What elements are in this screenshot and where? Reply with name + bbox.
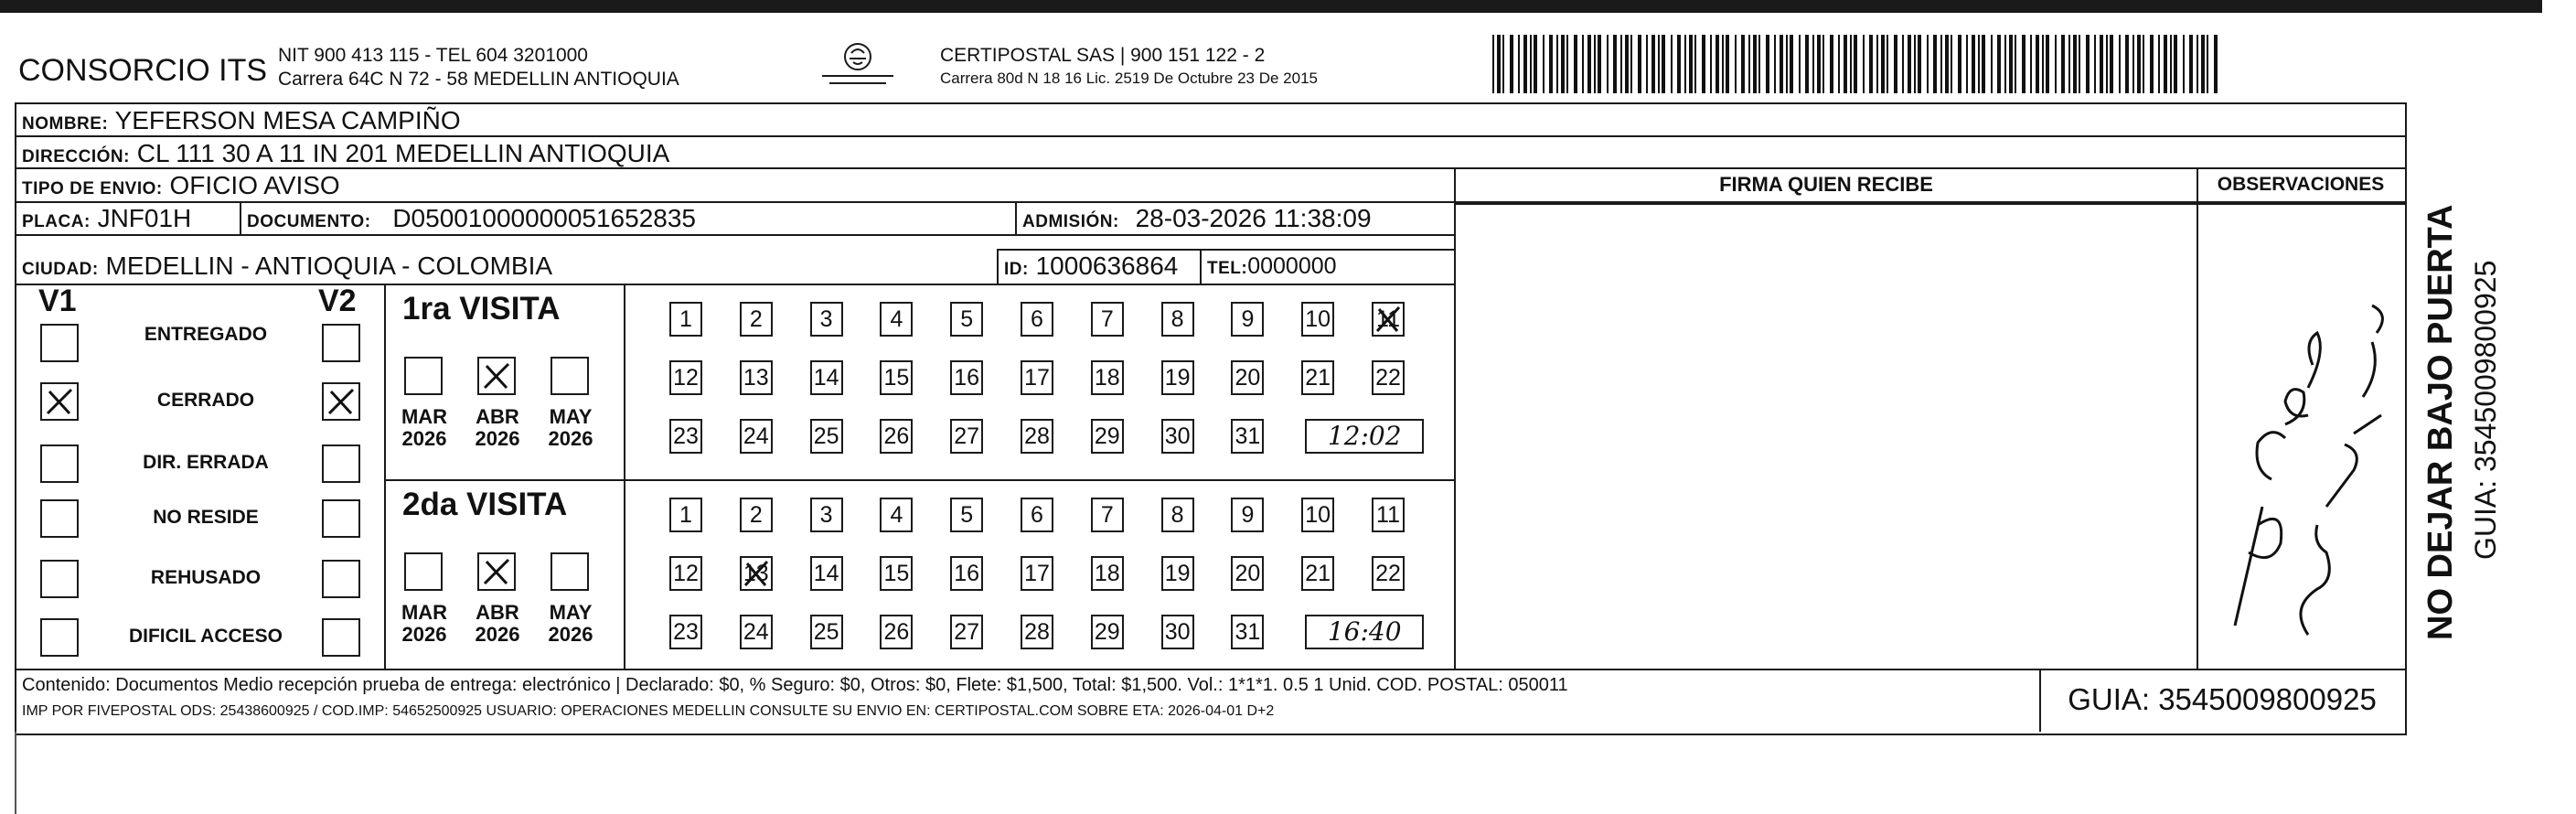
barcode-bar: [2125, 35, 2129, 93]
city-field: [22, 251, 552, 285]
day-cell[interactable]: 22: [1372, 360, 1405, 395]
barcode-bar: [1630, 35, 1632, 93]
day-cell[interactable]: 27: [950, 419, 983, 454]
barcode-bar: [2061, 35, 2065, 93]
barcode-bar: [1780, 35, 1783, 93]
month-name: MAR: [401, 405, 448, 428]
id-field: [1004, 251, 1178, 285]
barcode-bar: [2174, 35, 2177, 93]
day-cell[interactable]: 9: [1231, 302, 1264, 337]
city-value: MEDELLIN - ANTIOQUIA - COLOMBIA: [105, 252, 553, 280]
day-cell[interactable]: 19: [1161, 556, 1194, 591]
barcode-bar: [2110, 35, 2113, 93]
certipostal-license: Carrera 80d N 18 16 Lic. 2519 De Octubre 23 De 2015: [940, 70, 1318, 87]
barcode-bar: [1735, 35, 1737, 93]
barcode-bar: [1716, 35, 1719, 93]
barcode-bar: [1978, 35, 1980, 93]
status-label: REHUSADO: [150, 567, 262, 588]
barcode-bar: [1894, 35, 1897, 93]
day-cell[interactable]: 20: [1231, 360, 1264, 395]
barcode-bar: [1918, 35, 1921, 93]
v1-checkbox[interactable]: [40, 324, 79, 362]
barcode-bar: [1927, 35, 1929, 93]
barcode-bar: [1582, 35, 1584, 93]
v1-checkbox[interactable]: [40, 618, 79, 657]
barcode-bar: [1722, 35, 1724, 93]
footer-imp: IMP POR FIVEPOSTAL ODS: 25438600925 / COD.IMP: 54652500925 USUARIO: OPERACIONES MEDELLIN CONSULTE SU ENVIO EN: CERTIPOSTAL.COM SOBRE ETA: 2026-04-01 D+2: [22, 703, 1275, 719]
day-cell[interactable]: 18: [1091, 360, 1124, 395]
barcode-bar: [2055, 35, 2057, 93]
barcode-bar: [2207, 35, 2208, 93]
month-checkbox[interactable]: [477, 552, 516, 591]
company-name: CONSORCIO ITS: [18, 53, 268, 88]
name-label: NOMBRE:: [22, 114, 109, 134]
barcode-bar: [2015, 35, 2016, 93]
barcode-bar: [1753, 35, 1757, 93]
visit-title: 2da VISITA: [402, 487, 568, 522]
month-label: [397, 406, 452, 450]
type-row: [22, 170, 340, 205]
visit-time[interactable]: 16:40: [1305, 615, 1424, 649]
barcode-bar: [1677, 35, 1681, 93]
day-cell[interactable]: 31: [1231, 419, 1264, 454]
v2-label: V2: [318, 284, 357, 318]
document-label: DOCUMENTO:: [247, 212, 371, 231]
document-value: D05001000000051652835: [392, 204, 696, 232]
barcode-bar: [2073, 35, 2077, 93]
certipostal-info: CERTIPOSTAL SAS | 900 151 122 - 2: [940, 45, 1266, 66]
check-mark-icon: [479, 554, 514, 589]
barcode-bar: [1549, 35, 1553, 93]
barcode-bar: [1587, 35, 1591, 93]
admission-field: [1022, 203, 1372, 238]
barcode-bar: [2164, 35, 2167, 93]
day-cell[interactable]: 4: [880, 498, 913, 532]
signature-header: FIRMA QUIEN RECIBE: [1719, 173, 1933, 196]
month-name: ABR: [476, 405, 519, 428]
day-cell[interactable]: 10: [1301, 498, 1334, 532]
barcode-bar: [2201, 35, 2205, 93]
admission-value: 28-03-2026 11:38:09: [1135, 204, 1372, 232]
barcode-bar: [2119, 35, 2121, 93]
barcode-bar: [2030, 35, 2032, 93]
status-label: ENTREGADO: [144, 324, 268, 345]
plate-label: PLACA:: [22, 212, 91, 231]
day-cell[interactable]: 14: [810, 360, 843, 395]
day-cell[interactable]: 31: [1231, 615, 1264, 649]
cell-divider: [1200, 249, 1202, 284]
barcode-bar: [1543, 35, 1545, 93]
barcode-bar: [2132, 35, 2134, 93]
month-label: [543, 406, 598, 450]
day-cell[interactable]: 28: [1021, 615, 1053, 649]
v1-checkbox[interactable]: [40, 382, 79, 421]
status-divider: [384, 284, 386, 669]
barcode-bar: [2106, 35, 2108, 93]
day-cell[interactable]: 2: [740, 302, 773, 337]
day-cell[interactable]: 25: [810, 419, 843, 454]
barcode-bar: [1940, 35, 1942, 93]
day-cell[interactable]: 11: [1372, 498, 1405, 532]
barcode-bar: [1786, 35, 1788, 93]
barcode-bar: [1497, 35, 1501, 93]
day-cell[interactable]: 8: [1161, 302, 1194, 337]
barcode-bar: [1863, 35, 1865, 93]
barcode-bar: [1658, 35, 1660, 93]
barcode-bar: [1933, 35, 1937, 93]
check-mark-icon: [479, 359, 514, 393]
barcode-bar: [1758, 35, 1760, 93]
side-notice: NO DEJAR BAJO PUERTA: [2421, 204, 2460, 640]
barcode-bar: [1620, 35, 1622, 93]
barcode-bar: [1982, 35, 1985, 93]
barcode-bar: [1951, 35, 1952, 93]
status-label: DIFICIL ACCESO: [128, 626, 283, 647]
barcode-bar: [1822, 35, 1824, 93]
address-label: DIRECCIÓN:: [22, 147, 130, 166]
check-mark-icon: [324, 384, 358, 419]
barcode-bar: [1598, 35, 1601, 93]
v1-label: V1: [38, 284, 77, 318]
company-nit: NIT 900 413 115 - TEL 604 3201000: [278, 45, 588, 66]
top-border-bar: [0, 0, 2542, 13]
barcode-bar: [1972, 35, 1975, 93]
barcode-bar: [1625, 35, 1629, 93]
barcode-bar: [1694, 35, 1696, 93]
day-cell[interactable]: 3: [810, 302, 843, 337]
footer-content: Contenido: Documentos Medio recepción prueba de entrega: electrónico | Declarado: $0, % Seguro: $0, Otros: $0, Flete: $1,500, Total: $1,500. Vol.: 1*1*1. 0.5 1 Unid. COD. POSTAL: 050011: [22, 675, 1568, 695]
barcode-bar: [1741, 35, 1745, 93]
v2-checkbox[interactable]: [322, 560, 360, 598]
cell-divider: [997, 249, 999, 284]
day-cell[interactable]: 3: [810, 498, 843, 532]
barcode-bar: [1510, 35, 1513, 93]
month-checkbox[interactable]: [404, 357, 443, 395]
tel-field: [1207, 251, 1337, 284]
barcode-bar: [2137, 35, 2141, 93]
barcode-bar: [1689, 35, 1693, 93]
month-checkbox[interactable]: [404, 552, 443, 591]
v1-checkbox[interactable]: [40, 560, 79, 598]
month-label: [397, 602, 452, 646]
barcode-bar: [1607, 35, 1609, 93]
day-cell[interactable]: 28: [1021, 419, 1053, 454]
barcode-bar: [1710, 35, 1712, 93]
barcode-bar: [1838, 35, 1840, 93]
visit-divider: [384, 479, 1456, 481]
barcode-bar: [2036, 35, 2039, 93]
cell-divider: [240, 203, 241, 234]
barcode-bar: [1854, 35, 1857, 93]
day-cell[interactable]: 7: [1091, 498, 1124, 532]
day-mark: [740, 556, 773, 591]
day-cell[interactable]: 30: [1161, 615, 1194, 649]
tel-value: 0000000: [1247, 253, 1337, 279]
observations-header: OBSERVACIONES: [2217, 174, 2385, 195]
barcode-bar: [1887, 35, 1888, 93]
barcode-bar: [2042, 35, 2044, 93]
day-cell[interactable]: 21: [1301, 556, 1334, 591]
plate-field: [22, 203, 191, 238]
day-cell[interactable]: 20: [1231, 556, 1264, 591]
barcode-bar: [2158, 35, 2160, 93]
barcode-bar: [1799, 35, 1801, 93]
month-name: ABR: [476, 601, 519, 624]
day-cell[interactable]: 23: [669, 615, 702, 649]
month-year: 2026: [548, 427, 593, 450]
day-cell[interactable]: 26: [880, 615, 913, 649]
document-field: [247, 203, 696, 238]
v2-checkbox[interactable]: [322, 499, 360, 538]
day-cell[interactable]: 19: [1161, 360, 1194, 395]
month-checkbox[interactable]: [477, 357, 516, 395]
type-label: TIPO DE ENVIO:: [22, 179, 163, 198]
visit-title: 1ra VISITA: [402, 291, 561, 327]
barcode-bar: [1534, 35, 1537, 93]
status-label: DIR. ERRADA: [143, 452, 269, 473]
v2-checkbox[interactable]: [322, 618, 360, 657]
day-cell[interactable]: 24: [740, 615, 773, 649]
check-mark-icon: [1372, 302, 1405, 337]
city-label: CIUDAD:: [22, 260, 99, 279]
barcode-bar: [1850, 35, 1852, 93]
v2-checkbox[interactable]: [322, 382, 360, 421]
day-cell[interactable]: 8: [1161, 498, 1194, 532]
barcode-bar: [1902, 35, 1904, 93]
barcode-bar: [1766, 35, 1769, 93]
admission-label: ADMISIÓN:: [1022, 212, 1119, 231]
v1-checkbox[interactable]: [40, 499, 79, 538]
day-cell[interactable]: 10: [1301, 302, 1334, 337]
day-cell[interactable]: 4: [880, 302, 913, 337]
barcode-bar: [1561, 35, 1565, 93]
footer-divider: [15, 669, 2405, 670]
barcode-bar: [1997, 35, 2001, 93]
day-cell[interactable]: 15: [880, 556, 913, 591]
day-cell[interactable]: 14: [810, 556, 843, 591]
month-year: 2026: [475, 427, 520, 450]
month-label: [470, 406, 525, 450]
plate-value: JNF01H: [97, 204, 192, 232]
status-label: CERRADO: [156, 390, 255, 411]
day-cell[interactable]: 26: [880, 419, 913, 454]
barcode-bar: [2046, 35, 2049, 93]
day-mark: [1372, 302, 1405, 337]
day-cell[interactable]: 16: [950, 556, 983, 591]
day-cell[interactable]: 22: [1372, 556, 1405, 591]
barcode-bar: [1671, 35, 1673, 93]
barcode-bar: [1774, 35, 1776, 93]
month-year: 2026: [401, 623, 447, 646]
tel-label: TEL:: [1207, 259, 1248, 278]
status-label: NO RESIDE: [153, 507, 259, 528]
barcode-bar: [1651, 35, 1655, 93]
barcode-bar: [2197, 35, 2198, 93]
barcode-bar: [2214, 35, 2218, 93]
barcode-bar: [2068, 35, 2070, 93]
barcode-bar: [1966, 35, 1968, 93]
day-cell[interactable]: 5: [950, 498, 983, 532]
month-label: [470, 602, 525, 646]
barcode-bar: [1530, 35, 1532, 93]
barcode-bar: [1817, 35, 1821, 93]
barcode-bar: [2100, 35, 2103, 93]
barcode-bar: [1726, 35, 1729, 93]
barcode-bar: [1502, 35, 1504, 93]
barcode-bar: [2143, 35, 2144, 93]
day-cell[interactable]: 7: [1091, 302, 1124, 337]
barcode-bar: [1646, 35, 1648, 93]
v1-checkbox[interactable]: [40, 444, 79, 483]
barcode-bar: [1574, 35, 1577, 93]
barcode-bar: [1523, 35, 1527, 93]
check-mark-icon: [740, 556, 773, 591]
id-value: 1000636864: [1035, 252, 1179, 280]
address-row: [22, 138, 669, 173]
barcode-bar: [1518, 35, 1520, 93]
barcode-bar: [1790, 35, 1793, 93]
barcode-bar: [2079, 35, 2080, 93]
barcode-bar: [1748, 35, 1750, 93]
day-cell[interactable]: 16: [950, 360, 983, 395]
day-cell[interactable]: 5: [950, 302, 983, 337]
day-cell[interactable]: 25: [810, 615, 843, 649]
day-cell[interactable]: 30: [1161, 419, 1194, 454]
month-label: [543, 602, 598, 646]
barcode-bar: [1876, 35, 1878, 93]
day-cell[interactable]: 17: [1021, 360, 1053, 395]
day-cell[interactable]: 12: [669, 360, 702, 395]
barcode-bar: [1684, 35, 1686, 93]
recipient-name: YEFERSON MESA CAMPIÑO: [114, 106, 461, 134]
month-year: 2026: [548, 623, 593, 646]
barcode-bar: [2183, 35, 2185, 93]
day-cell[interactable]: 11: [1372, 302, 1405, 337]
month-name: MAY: [549, 405, 593, 428]
day-cell[interactable]: 18: [1091, 556, 1124, 591]
barcode-bar: [1566, 35, 1568, 93]
barcode-bar: [1702, 35, 1705, 93]
company-address: Carrera 64C N 72 - 58 MEDELLIN ANTIOQUIA: [278, 69, 679, 90]
month-year: 2026: [475, 623, 520, 646]
day-cell[interactable]: 17: [1021, 556, 1053, 591]
barcode-bar: [2086, 35, 2090, 93]
day-cell[interactable]: 23: [669, 419, 702, 454]
barcode-bar: [1812, 35, 1814, 93]
v2-checkbox[interactable]: [322, 444, 360, 483]
month-name: MAY: [549, 601, 593, 624]
day-cell[interactable]: 29: [1091, 615, 1124, 649]
signature-field[interactable]: [1456, 205, 2195, 667]
certipostal-logo: [817, 40, 899, 91]
barcode-bar: [2009, 35, 2013, 93]
name-row: [22, 105, 461, 140]
barcode-bar: [1908, 35, 1911, 93]
barcode-bar: [1613, 35, 1617, 93]
barcode-bar: [1945, 35, 1949, 93]
recipient-address: CL 111 30 A 11 IN 201 MEDELLIN ANTIOQUIA: [136, 139, 670, 167]
barcode-bar: [1991, 35, 1993, 93]
day-cell[interactable]: 6: [1021, 498, 1053, 532]
day-cell[interactable]: 9: [1231, 498, 1264, 532]
barcode-bar: [1662, 35, 1665, 93]
observations-handwriting: [2198, 205, 2403, 667]
v2-checkbox[interactable]: [322, 324, 360, 362]
day-cell[interactable]: 1: [669, 302, 702, 337]
shipment-type: OFICIO AVISO: [169, 171, 340, 199]
day-cell[interactable]: 27: [950, 615, 983, 649]
barcode-bar: [1638, 35, 1641, 93]
barcode-bar: [1556, 35, 1558, 93]
day-cell[interactable]: 24: [740, 419, 773, 454]
side-guia: GUIA: 3545009800925: [2469, 260, 2502, 560]
barcode-bar: [1830, 35, 1833, 93]
month-checkbox[interactable]: [550, 552, 589, 591]
barcode-bar: [1914, 35, 1916, 93]
barcode-bar: [2170, 35, 2172, 93]
day-cell[interactable]: 13: [740, 556, 773, 591]
month-year: 2026: [401, 427, 447, 450]
barcode-bar: [1594, 35, 1596, 93]
barcode-bar: [2189, 35, 2193, 93]
footer-guia: GUIA: 3545009800925: [2068, 682, 2377, 716]
barcode-bar: [1844, 35, 1847, 93]
visit-time[interactable]: 12:02: [1305, 419, 1424, 454]
barcode: [1492, 35, 2224, 93]
day-cell[interactable]: 13: [740, 360, 773, 395]
months-divider: [624, 284, 625, 669]
day-cell[interactable]: 12: [669, 556, 702, 591]
day-cell[interactable]: 21: [1301, 360, 1334, 395]
day-cell[interactable]: 29: [1091, 419, 1124, 454]
cell-divider: [1015, 203, 1017, 234]
barcode-bar: [1492, 35, 1494, 93]
barcode-bar: [1805, 35, 1809, 93]
check-mark-icon: [42, 384, 77, 419]
observations-field[interactable]: [2198, 205, 2403, 667]
month-name: MAR: [401, 601, 448, 624]
month-checkbox[interactable]: [550, 357, 589, 395]
page-edge: [15, 732, 16, 814]
day-cell[interactable]: 1: [669, 498, 702, 532]
barcode-bar: [1869, 35, 1873, 93]
barcode-bar: [1958, 35, 1961, 93]
day-cell[interactable]: 2: [740, 498, 773, 532]
barcode-bar: [2094, 35, 2096, 93]
barcode-bar: [2004, 35, 2006, 93]
day-cell[interactable]: 6: [1021, 302, 1053, 337]
barcode-bar: [1881, 35, 1885, 93]
barcode-bar: [2022, 35, 2026, 93]
id-label: ID:: [1004, 260, 1029, 279]
day-cell[interactable]: 15: [880, 360, 913, 395]
barcode-bar: [2150, 35, 2154, 93]
